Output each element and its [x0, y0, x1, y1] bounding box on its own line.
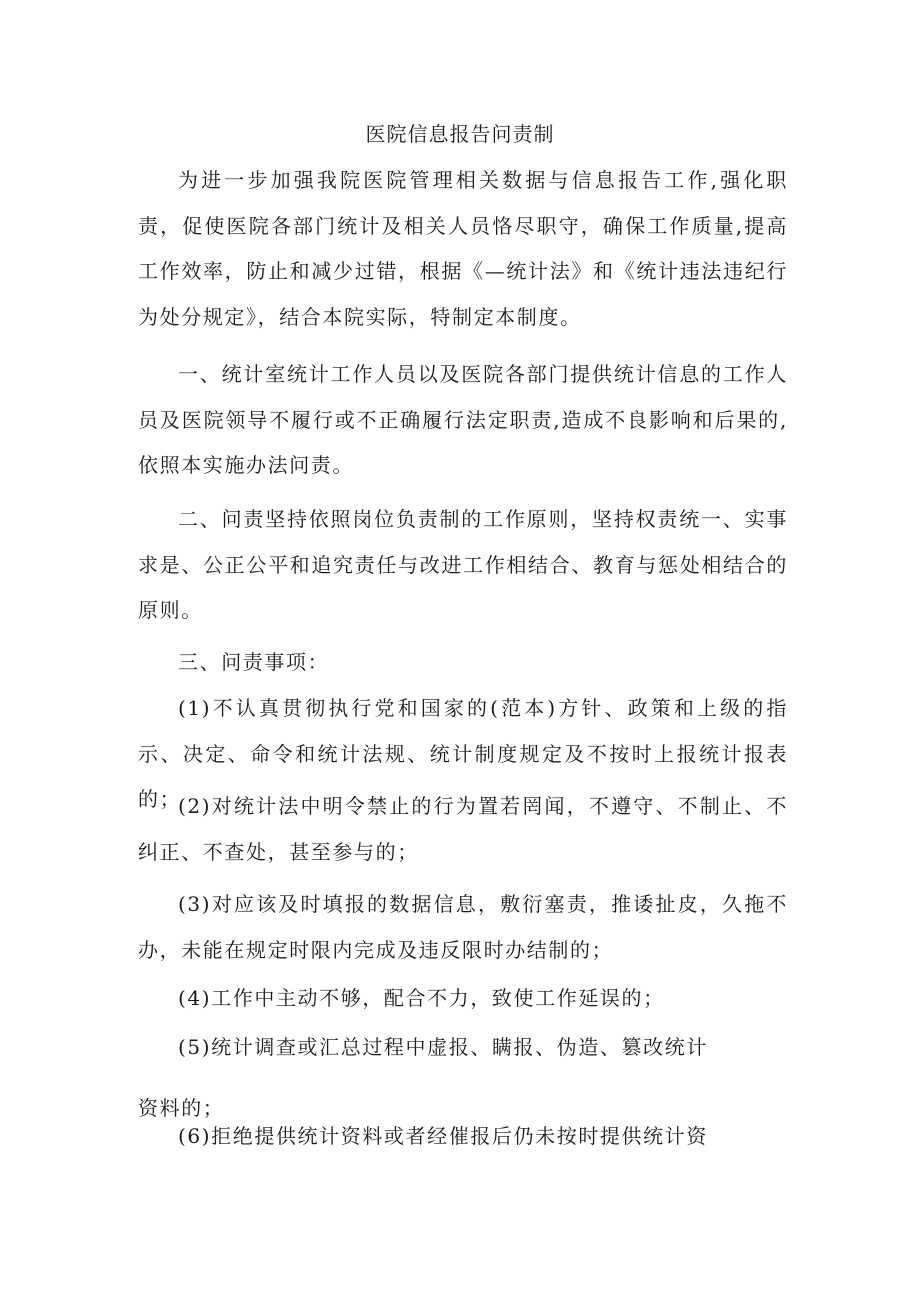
item-5-continuation: 资料的； [138, 1096, 225, 1120]
section-1-paragraph: 一、统计室统计工作人员以及医院各部门提供统计信息的工作人员及医院领导不履行或不正确履行法定职责,造成不良影响和后果的,依照本实施办法问责。 [138, 362, 788, 478]
item-2-paragraph: (2)对统计法中明令禁止的行为置若罔闻，不遵守、不制止、不纠正、不查处，甚至参与的； [138, 794, 788, 864]
intro-paragraph: 为进一步加强我院医院管理相关数据与信息报告工作,强化职责，促使医院各部门统计及相关人员恪尽职守，确保工作质量,提高工作效率，防止和减少过错，根据《—统计法》和《统计违法违纪行为处分规定》，结合本院实际，特制定本制度。 [138, 168, 788, 329]
item-5-paragraph: (5)统计调查或汇总过程中虚报、瞒报、伪造、篡改统计 [178, 1035, 708, 1059]
section-2-paragraph: 二、问责坚持依照岗位负责制的工作原则，坚持权责统一、实事求是、公正公平和追究责任与改进工作相结合、教育与惩处相结合的原则。 [138, 507, 788, 623]
document-title: 医院信息报告问责制 [365, 122, 555, 146]
item-4-paragraph: (4)工作中主动不够，配合不力，致使工作延误的； [178, 986, 665, 1010]
item-6-paragraph: (6)拒绝提供统计资料或者经催报后仍未按时提供统计资 [178, 1124, 708, 1148]
item-3-paragraph: (3)对应该及时填报的数据信息，敷衍塞责，推诿扯皮，久拖不办，未能在规定时限内完成及违反限时办结制的； [138, 892, 788, 962]
item-1-paragraph: (1)不认真贯彻执行党和国家的(范本)方针、政策和上级的指示、决定、命令和统计法规、统计制度规定及不按时上报统计报表的； [138, 696, 788, 812]
section-3-heading: 三、问责事项： [178, 650, 330, 674]
